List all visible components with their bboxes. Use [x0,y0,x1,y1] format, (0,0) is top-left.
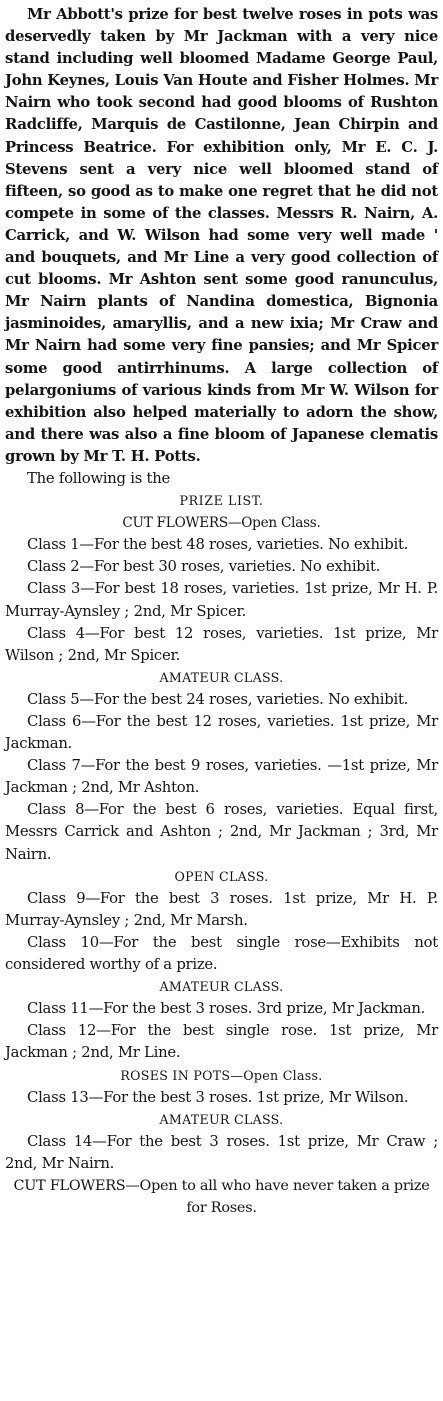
class-entry: Class 3—For best 18 roses, varieties. 1st prize, Mr H. P. Murray-Aynsley ; 2nd, Mr Spicer. [5,580,438,620]
section-heading: ROSES IN POTS—Open Class. [120,1067,323,1083]
class-entry: Class 1—For the best 48 roses, varieties. No exhibit. [27,536,409,554]
closing-heading: CUT FLOWERS—Open to all who have never taken a prize for Roses. [13,1177,430,1217]
class-entry: Class 13—For the best 3 roses. 1st prize, Mr Wilson. [27,1088,409,1106]
intro-paragraph: Mr Abbott's prize for best twelve roses in pots was deservedly taken by Mr Jackman with a very nice stand including well bloomed Madame George Paul, John Keynes, Louis Van Houte and Fisher Holmes. Mr Nairn who took second had good blooms of Rushton Radcliffe, Marquis de Castilonne, Jean Chirpin and Princess Beatrice. For exhibition only, Mr E. C. J. Stevens sent a very nice well bloomed stand of fifteen, so good as to make one regret that he did not compete in some of the classes. Messrs R. Nairn, A. Carrick, and W. Wilson had some very well made ' and bouquets, and Mr Line a very good collection of cut blooms. Mr Ashton sent some good ranunculus, Mr Nairn plants of Nandina domestica, Bignonia jasminoides, amaryllis, and a new ixia; Mr Craw and Mr Nairn had some very fine pansies; and Mr Spicer some good antirrhinums. A large collection of pelargoniums of various kinds from Mr W. Wilson for exhibition also helped materially to adorn the show, and there was also a fine bloom of Japanese clematis grown by Mr T. H. Potts. [5,6,438,465]
class-entry: Class 8—For the best 6 roses, varieties. Equal first, Messrs Carrick and Ashton ; 2nd, Mr Jackman ; 3rd, Mr Nairn. [5,801,438,863]
section-amateur-class [5,976,438,1064]
section-open-class [5,866,438,976]
class-entry: Class 6—For the best 12 roses, varieties. 1st prize, Mr Jackman. [5,713,438,753]
class-entry: Class 5—For the best 24 roses, varieties. No exhibit. [27,690,409,708]
section-heading: AMATEUR CLASS. [159,669,284,685]
class-entry: Class 11—For the best 3 roses. 3rd prize, Mr Jackman. [27,1000,426,1018]
section-heading: CUT FLOWERS—Open Class. [122,515,321,532]
class-entry: Class 2—For best 30 roses, varieties. No exhibit. [27,558,381,576]
class-entry: Class 14—For the best 3 roses. 1st prize, Mr Craw ; 2nd, Mr Nairn. [5,1132,438,1172]
section-heading: AMATEUR CLASS. [159,1111,284,1127]
class-entry: Class 10—For the best single rose—Exhibits not considered worthy of a prize. [5,933,438,974]
section-cut-flowers-open [5,512,438,667]
class-entry: Class 9—For the best 3 roses. 1st prize, Mr H. P. Murray-Aynsley ; 2nd, Mr Marsh. [5,889,438,929]
class-entry: Class 7—For the best 9 roses, varieties. —1st prize, Mr Jackman ; 2nd, Mr Ashton. [5,757,438,797]
section-heading: OPEN CLASS. [174,868,269,884]
class-entry: Class 12—For the best single rose. 1st prize, Mr Jackman ; 2nd, Mr Line. [5,1022,438,1062]
section-amateur-class [5,1109,438,1175]
article [5,4,438,1219]
section-heading: AMATEUR CLASS. [159,979,284,995]
prize-list-heading: PRIZE LIST. [179,493,264,509]
class-entry: Class 4—For best 12 roses, varieties. 1st prize, Mr Wilson ; 2nd, Mr Spicer. [5,624,438,664]
section-roses-in-pots [5,1065,438,1109]
section-amateur-class [5,667,438,866]
lead-in-text: The following is the [27,469,170,487]
